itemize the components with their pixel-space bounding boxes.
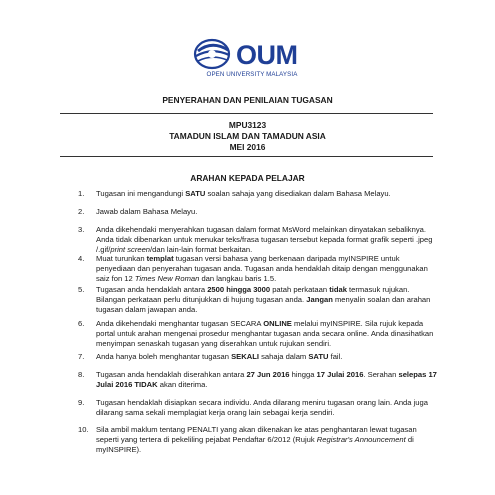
- item-text: [96, 254, 440, 285]
- item-number: 4.: [78, 254, 85, 263]
- item-text-run: dan langkau baris 1.5.: [199, 274, 277, 284]
- item-text-run: selepas 17 Julai 2016 TIDAK: [96, 370, 437, 390]
- item-text: [96, 189, 440, 199]
- item-text: [96, 352, 440, 362]
- item-text-run: print screen: [110, 245, 151, 255]
- course-code: MPU3123: [228, 120, 267, 130]
- item-text-run: patah perkataan: [270, 285, 330, 294]
- item-text-run: /dan lain-lain format berkaitan.: [150, 245, 253, 255]
- item-number: 3.: [78, 225, 85, 234]
- item-text-run: Registrar's Announcement: [316, 435, 406, 445]
- item-text-run: di myINSPIRE).: [96, 435, 414, 455]
- item-text: [96, 398, 440, 418]
- item-number: 6.: [78, 319, 85, 328]
- item-text-run: Anda hanya boleh menghantar tugasan: [96, 352, 232, 361]
- oum-logo: [192, 38, 312, 88]
- item-text-run: Tugasan anda hendaklah antara: [96, 285, 208, 294]
- item-text-run: SEKALI: [231, 352, 259, 361]
- item-text-run: SATU: [308, 352, 329, 361]
- item-text-run: sahaja dalam: [258, 352, 309, 361]
- item-text-run: menyalin soalan dan arahan tugasan dalam jawapan anda.: [96, 295, 431, 315]
- item-number: 9.: [78, 398, 85, 407]
- item-text-run: Tugasan anda hendaklah diserahkan antara: [96, 370, 247, 379]
- item-text-run: melalui myINSPIRE. Sila rujuk kepada portal untuk arahan mengenai prosedur menghantar tugasan anda secara online. Anda dinasihatkan menyimpan senaskah tugasan yang diserahkan untuk rujukan sendiri.: [96, 319, 434, 349]
- logo-wordmark: OUM: [236, 40, 298, 70]
- item-text-run: hingga: [289, 370, 317, 379]
- item-number: 2.: [78, 207, 85, 216]
- item-text-run: Jangan: [306, 295, 333, 305]
- item-text-run: SATU: [185, 189, 206, 198]
- item-text: [96, 425, 440, 456]
- logo-subtitle: OPEN UNIVERSITY MALAYSIA: [206, 71, 298, 78]
- item-text-run: tidak: [329, 285, 347, 294]
- item-text-run: Anda dikehendaki menyerahkan tugasan dalam format MsWord melainkan dinyatakan sebaliknya. Anda tidak dibenarkan untuk menukar teks/frasa tugasan tersebut kepada format grafik seperti .jpeg /.gif/: [96, 225, 433, 255]
- item-text-run: termasuk rujukan. Bilangan perkataan perlu ditunjukkan di hujung tugasan anda.: [96, 285, 410, 305]
- item-text-run: tugasan versi bahasa yang berkenaan daripada myINSPIRE untuk penyediaan dan penyerahan tugasan anda. Tugasan anda hendaklah ditaip dengan menggunakan saiz fon 12: [96, 254, 428, 284]
- item-text: [96, 285, 440, 316]
- item-number: 5.: [78, 285, 85, 294]
- item-text-run: Sila ambil maklum tentang PENALTI yang akan dikenakan ke atas penghantaran lewat tugasan seperti yang tertera di pekeliling pejabat Pendaftar 6/2012 (Rujuk: [96, 425, 417, 445]
- item-text: [96, 319, 440, 350]
- item-number: 7.: [78, 352, 85, 361]
- page-title: PENYERAHAN DAN PENILAIAN TUGASAN: [162, 95, 333, 105]
- course-name: TAMADUN ISLAM DAN TAMADUN ASIA: [169, 131, 326, 141]
- item-text-run: ONLINE: [263, 319, 292, 328]
- item-text-run: Muat turunkan: [96, 254, 147, 263]
- item-text-run: fail.: [328, 352, 343, 361]
- item-text-run: Anda dikehendaki menghantar tugasan SECARA: [96, 319, 264, 328]
- item-number: 8.: [78, 370, 85, 379]
- item-text-run: Jawab dalam Bahasa Melayu.: [96, 207, 198, 216]
- item-number: 10.: [78, 425, 89, 434]
- course-header: [0, 120, 495, 153]
- item-number: 1.: [78, 189, 85, 198]
- item-text-run: Times New Roman: [134, 274, 200, 284]
- item-text-run: akan diterima.: [157, 380, 208, 390]
- item-text-run: 17 Julai 2016: [316, 370, 364, 379]
- item-text-run: templat: [146, 254, 174, 263]
- oum-globe-logo-icon: [192, 38, 236, 70]
- item-text: [96, 370, 440, 390]
- item-text-run: soalan sahaja yang disediakan dalam Bahasa Melayu.: [205, 189, 391, 198]
- divider-bottom: [60, 156, 433, 157]
- semester: MEI 2016: [229, 142, 266, 152]
- divider-top: [60, 113, 433, 114]
- item-text-run: 27 Jun 2016: [246, 370, 290, 379]
- item-text-run: Tugasan ini mengandungi: [96, 189, 186, 198]
- section-title: ARAHAN KEPADA PELAJAR: [190, 173, 305, 183]
- item-text: [96, 207, 440, 217]
- item-text-run: Tugasan hendaklah disiapkan secara individu. Anda dilarang meniru tugasan orang lain. Anda juga dilarang sama sekali memplagiat kerja orang lain sebagai kerja sendiri.: [96, 398, 428, 418]
- item-text: [96, 225, 440, 256]
- item-text-run: 2500 hingga 3000: [207, 285, 271, 294]
- item-text-run: . Serahan: [363, 370, 399, 379]
